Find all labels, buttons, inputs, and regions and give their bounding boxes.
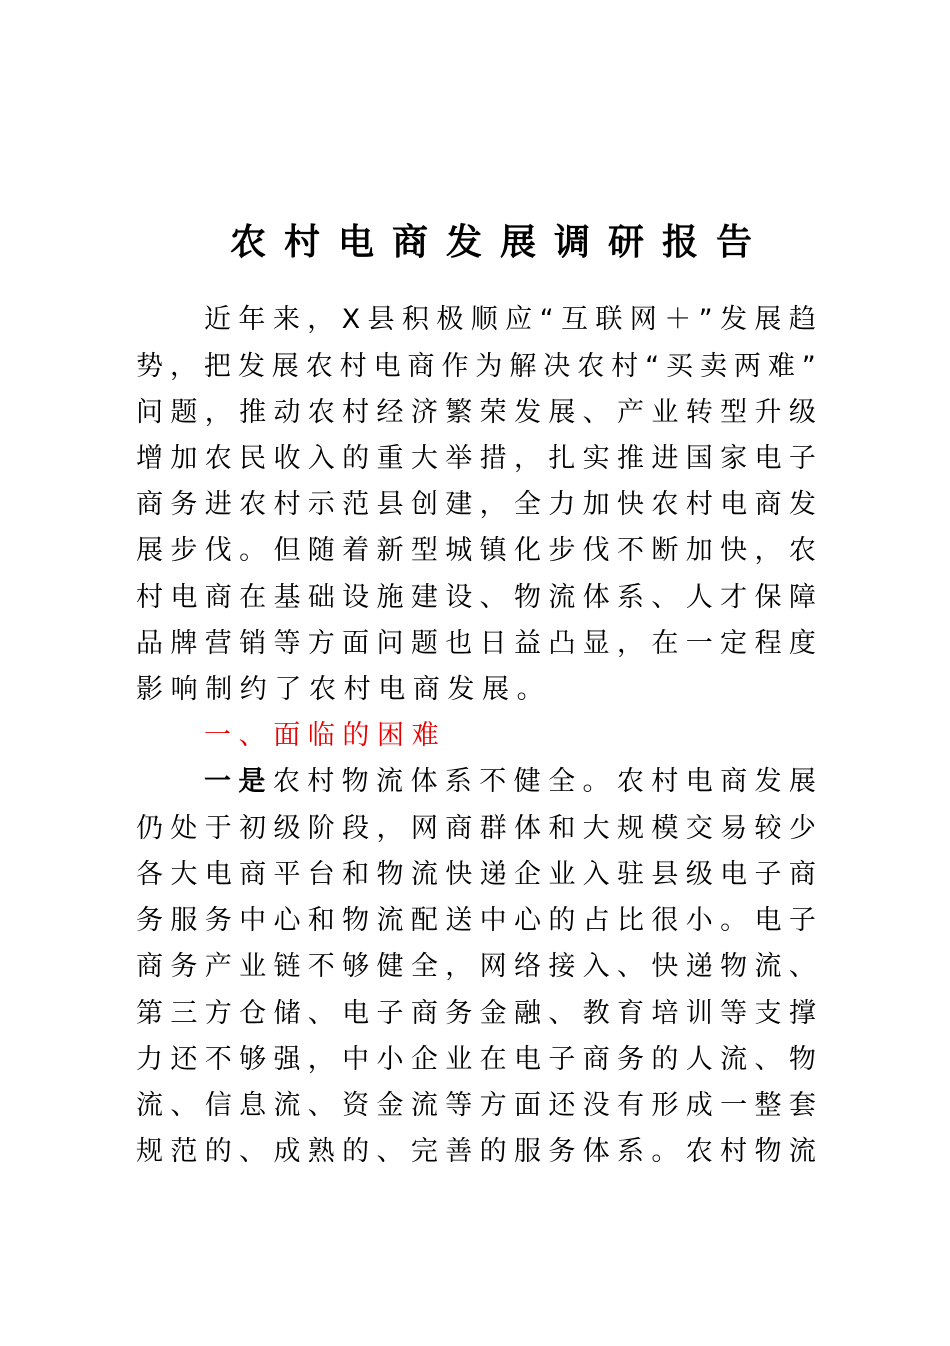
intro-line: 问 题 ， 推 动 农 村 经 济 繁 荣 发 展 、 产 业 转 型 升 级: [136, 397, 816, 428]
body-line: 务 服 务 中 心 和 物 流 配 送 中 心 的 占 比 很 小 。 电 子: [136, 905, 816, 936]
intro-line: 品 牌 营 销 等 方 面 问 题 也 日 益 凸 显 ， 在 一 定 程 度: [136, 628, 816, 659]
body-line: 规 范 的 、 成 熟 的 、 完 善 的 服 务 体 系 。 农 村 物 流: [136, 1136, 816, 1167]
intro-line: 展 步 伐 。 但 随 着 新 型 城 镇 化 步 伐 不 断 加 快 ， 农: [136, 535, 816, 566]
intro-line: 势 ， 把 发 展 农 村 电 商 作 为 解 决 农 村 “ 买 卖 两 难 ”: [136, 351, 816, 382]
body-line: 流 、 信 息 流 、 资 金 流 等 方 面 还 没 有 形 成 一 整 套: [136, 1090, 816, 1121]
point-one-first-line: 一 是 农 村 物 流 体 系 不 健 全 。 农 村 电 商 发 展: [204, 766, 816, 797]
intro-line: 增 加 农 民 收 入 的 重 大 举 措 ， 扎 实 推 进 国 家 电 子: [136, 443, 816, 474]
body-line: 各 大 电 商 平 台 和 物 流 快 递 企 业 入 驻 县 级 电 子 商: [136, 859, 816, 890]
intro-line: 商 务 进 农 村 示 范 县 创 建 ， 全 力 加 快 农 村 电 商 发: [136, 489, 816, 520]
body-line: 仍 处 于 初 级 阶 段 ， 网 商 群 体 和 大 规 模 交 易 较 少: [136, 813, 816, 844]
document-title: 农村电商发展调研报告: [229, 222, 770, 263]
intro-line: 近 年 来 ， X 县 积 极 顺 应 “ 互 联 网 ＋ ” 发 展 趋: [204, 304, 816, 335]
intro-line: 影响制约了农村电商发展。: [136, 674, 552, 705]
section-heading: 一、面临的困难: [204, 720, 447, 751]
body-line: 第 三 方 仓 储 、 电 子 商 务 金 融 、 教 育 培 训 等 支 撑: [136, 998, 816, 1029]
body-line: 商 务 产 业 链 不 够 健 全 ， 网 络 接 入 、 快 递 物 流 、: [136, 951, 816, 982]
body-line: 力 还 不 够 强 ， 中 小 企 业 在 电 子 商 务 的 人 流 、 物: [136, 1044, 816, 1075]
intro-line: 村 电 商 在 基 础 设 施 建 设 、 物 流 体 系 、 人 才 保 障: [136, 582, 816, 613]
